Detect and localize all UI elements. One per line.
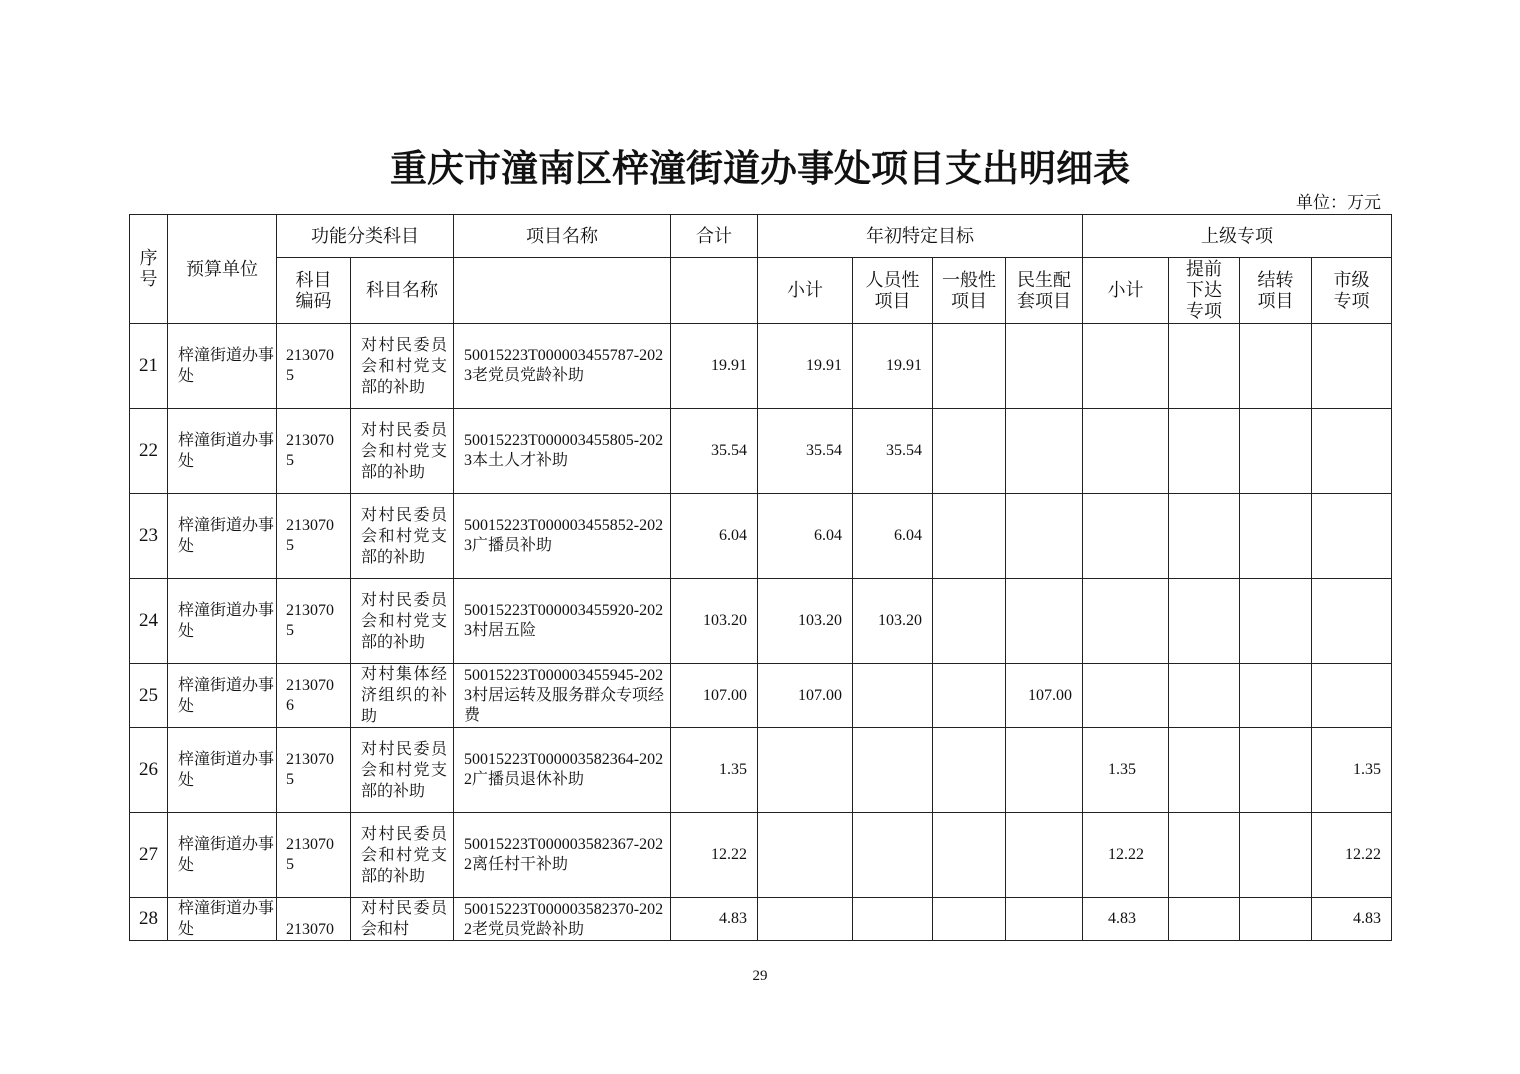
table-row <box>130 409 1392 494</box>
cell-carryover <box>1240 664 1312 728</box>
page-number: 29 <box>752 968 768 984</box>
cell-budget-unit: 梓潼街道办事处 <box>168 579 277 664</box>
cell-sup-subtotal: 4.83 <box>1083 898 1169 941</box>
header-subtotal: 小计 <box>758 258 853 324</box>
cell-seq: 23 <box>130 494 168 579</box>
header-livelihood: 民生配套项目 <box>1006 258 1083 324</box>
table-row <box>130 664 1392 728</box>
cell-subtotal: 6.04 <box>758 494 853 579</box>
cell-total: 12.22 <box>671 813 758 898</box>
cell-livelihood <box>1006 324 1083 409</box>
cell-subtotal <box>758 728 853 813</box>
cell-subject-name: 对村民委员会和村党支部的补助 <box>351 494 454 579</box>
cell-sup-subtotal: 12.22 <box>1083 813 1169 898</box>
cell-general <box>933 728 1006 813</box>
cell-budget-unit: 梓潼街道办事处 <box>168 664 277 728</box>
cell-carryover <box>1240 494 1312 579</box>
cell-budget-unit: 梓潼街道办事处 <box>168 494 277 579</box>
header-func-category: 功能分类科目 <box>277 215 454 258</box>
cell-general <box>933 409 1006 494</box>
cell-personnel <box>853 728 933 813</box>
header-row-1 <box>130 215 1392 258</box>
cell-livelihood <box>1006 409 1083 494</box>
cell-project-name: 50015223T000003455852-2023广播员补助 <box>454 494 671 579</box>
cell-personnel: 35.54 <box>853 409 933 494</box>
cell-carryover <box>1240 728 1312 813</box>
cell-city: 1.35 <box>1312 728 1392 813</box>
cell-subject-code: 2130705 <box>277 494 351 579</box>
header-sup-subtotal: 小计 <box>1083 258 1169 324</box>
cell-budget-unit: 梓潼街道办事处 <box>168 813 277 898</box>
cell-city <box>1312 664 1392 728</box>
cell-livelihood <box>1006 579 1083 664</box>
cell-general <box>933 324 1006 409</box>
header-advance: 提前下达专项 <box>1169 258 1240 324</box>
cell-livelihood <box>1006 813 1083 898</box>
cell-subtotal: 19.91 <box>758 324 853 409</box>
cell-subject-code: 2130705 <box>277 409 351 494</box>
cell-city <box>1312 579 1392 664</box>
cell-carryover <box>1240 813 1312 898</box>
header-general: 一般性项目 <box>933 258 1006 324</box>
table-row <box>130 494 1392 579</box>
cell-advance <box>1169 813 1240 898</box>
cell-advance <box>1169 409 1240 494</box>
cell-livelihood: 107.00 <box>1006 664 1083 728</box>
cell-advance <box>1169 579 1240 664</box>
cell-advance <box>1169 664 1240 728</box>
cell-subject-name: 对村民委员会和村党支部的补助 <box>351 728 454 813</box>
cell-total: 6.04 <box>671 494 758 579</box>
cell-budget-unit: 梓潼街道办事处 <box>168 728 277 813</box>
cell-city <box>1312 494 1392 579</box>
header-subject-code: 科目编码 <box>277 258 351 324</box>
header-year-target: 年初特定目标 <box>758 215 1083 258</box>
cell-seq: 22 <box>130 409 168 494</box>
header-personnel: 人员性项目 <box>853 258 933 324</box>
cell-sup-subtotal <box>1083 579 1169 664</box>
header-seq: 序号 <box>130 215 168 324</box>
cell-sup-subtotal <box>1083 409 1169 494</box>
cell-sup-subtotal <box>1083 494 1169 579</box>
page-title: 重庆市潼南区梓潼街道办事处项目支出明细表 <box>390 147 1130 190</box>
cell-subject-code: 2130705 <box>277 728 351 813</box>
cell-project-name: 50015223T000003455805-2023本土人才补助 <box>454 409 671 494</box>
cell-total: 103.20 <box>671 579 758 664</box>
header-project-name-blank <box>454 258 671 324</box>
cell-sup-subtotal <box>1083 324 1169 409</box>
header-subject-name: 科目名称 <box>351 258 454 324</box>
cell-livelihood <box>1006 494 1083 579</box>
table-row <box>130 579 1392 664</box>
cell-subtotal <box>758 813 853 898</box>
cell-seq: 24 <box>130 579 168 664</box>
cell-total: 107.00 <box>671 664 758 728</box>
cell-subject-code: 2130705 <box>277 813 351 898</box>
cell-total: 35.54 <box>671 409 758 494</box>
cell-subject-code: 213070 <box>277 898 351 941</box>
cell-general <box>933 664 1006 728</box>
cell-city <box>1312 324 1392 409</box>
cell-seq: 26 <box>130 728 168 813</box>
cell-project-name: 50015223T000003582364-2022广播员退休补助 <box>454 728 671 813</box>
cell-advance <box>1169 898 1240 941</box>
cell-total: 19.91 <box>671 324 758 409</box>
cell-carryover <box>1240 324 1312 409</box>
cell-advance <box>1169 728 1240 813</box>
cell-general <box>933 813 1006 898</box>
cell-total: 4.83 <box>671 898 758 941</box>
cell-budget-unit: 梓潼街道办事处 <box>168 409 277 494</box>
cell-personnel: 103.20 <box>853 579 933 664</box>
cell-personnel <box>853 898 933 941</box>
cell-general <box>933 579 1006 664</box>
cell-personnel <box>853 664 933 728</box>
cell-carryover <box>1240 579 1312 664</box>
cell-advance <box>1169 494 1240 579</box>
cell-personnel: 19.91 <box>853 324 933 409</box>
cell-seq: 28 <box>130 898 168 941</box>
cell-subject-name: 对村民委员会和村党支部的补助 <box>351 579 454 664</box>
table-row <box>130 324 1392 409</box>
header-total: 合计 <box>671 215 758 258</box>
cell-total: 1.35 <box>671 728 758 813</box>
header-carryover: 结转项目 <box>1240 258 1312 324</box>
cell-general <box>933 494 1006 579</box>
cell-subject-code: 2130705 <box>277 324 351 409</box>
cell-subject-name: 对村民委员会和村 <box>351 898 454 941</box>
cell-project-name: 50015223T000003455945-2023村居运转及服务群众专项经费 <box>454 664 671 728</box>
cell-subtotal: 35.54 <box>758 409 853 494</box>
cell-subtotal: 103.20 <box>758 579 853 664</box>
cell-budget-unit: 梓潼街道办事处 <box>168 898 277 941</box>
header-row-2 <box>130 258 1392 324</box>
cell-city <box>1312 409 1392 494</box>
cell-subject-code: 2130705 <box>277 579 351 664</box>
header-budget-unit: 预算单位 <box>168 215 277 324</box>
cell-livelihood <box>1006 728 1083 813</box>
table-row <box>130 728 1392 813</box>
cell-carryover <box>1240 409 1312 494</box>
unit-label: 单位：万元 <box>1296 193 1381 212</box>
cell-city: 12.22 <box>1312 813 1392 898</box>
cell-subtotal: 107.00 <box>758 664 853 728</box>
expense-table <box>129 214 1392 941</box>
header-superior: 上级专项 <box>1083 215 1392 258</box>
cell-project-name: 50015223T000003455787-2023老党员党龄补助 <box>454 324 671 409</box>
header-total-blank <box>671 258 758 324</box>
cell-project-name: 50015223T000003582367-2022离任村干补助 <box>454 813 671 898</box>
cell-personnel <box>853 813 933 898</box>
cell-subject-name: 对村民委员会和村党支部的补助 <box>351 813 454 898</box>
cell-subject-name: 对村集体经济组织的补助 <box>351 664 454 728</box>
cell-seq: 21 <box>130 324 168 409</box>
cell-livelihood <box>1006 898 1083 941</box>
table-row <box>130 898 1392 941</box>
cell-advance <box>1169 324 1240 409</box>
cell-sup-subtotal <box>1083 664 1169 728</box>
table-row <box>130 813 1392 898</box>
cell-project-name: 50015223T000003582370-2022老党员党龄补助 <box>454 898 671 941</box>
cell-subject-name: 对村民委员会和村党支部的补助 <box>351 324 454 409</box>
cell-subject-name: 对村民委员会和村党支部的补助 <box>351 409 454 494</box>
cell-carryover <box>1240 898 1312 941</box>
cell-seq: 27 <box>130 813 168 898</box>
header-city: 市级专项 <box>1312 258 1392 324</box>
header-project-name: 项目名称 <box>454 215 671 258</box>
cell-budget-unit: 梓潼街道办事处 <box>168 324 277 409</box>
cell-sup-subtotal: 1.35 <box>1083 728 1169 813</box>
cell-project-name: 50015223T000003455920-2023村居五险 <box>454 579 671 664</box>
cell-personnel: 6.04 <box>853 494 933 579</box>
cell-seq: 25 <box>130 664 168 728</box>
cell-subtotal <box>758 898 853 941</box>
cell-subject-code: 2130706 <box>277 664 351 728</box>
cell-city: 4.83 <box>1312 898 1392 941</box>
cell-general <box>933 898 1006 941</box>
